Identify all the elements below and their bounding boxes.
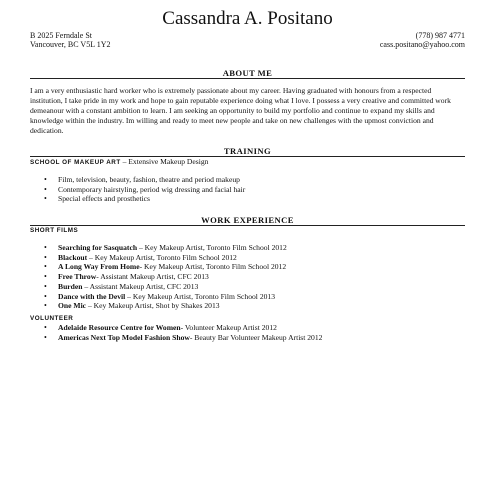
training-school — [30, 157, 208, 167]
film-title: Burden — [58, 281, 83, 291]
volunteer-label: VOLUNTEER — [30, 315, 74, 322]
about-text: I am a very enthusiastic hard worker who is extremely passionate about my career. Having graduated with honours from a respected institution, I take pride in my work and hope to gain reputable experience doing what I love. I possess a very creative and committed work demeanour with a constant ambition to learn. I am seeking an opportunity to build my portfolio and continue to expand my skills and knowledge within the industry. Im willing and ready to meet new people and take on new challenges with the upmost conviction and dedication. — [30, 86, 451, 135]
list-item — [44, 333, 322, 343]
address-line-2: Vancouver, BC V5L 1Y2 — [30, 40, 111, 49]
list-item — [44, 292, 287, 302]
film-detail: – Assistant Makeup Artist, CFC 2013 — [82, 281, 199, 291]
list-item — [44, 262, 287, 272]
film-title: A Long Way From Home — [58, 262, 140, 272]
school-description: – Extensive Makeup Design — [120, 157, 209, 166]
film-detail: – Key Makeup Artist, Toronto Film School 2012 — [87, 252, 237, 262]
address-line-1: B 2025 Ferndale St — [30, 31, 92, 40]
email-address: cass.positano@yahoo.com — [379, 40, 465, 49]
short-films-label: SHORT FILMS — [30, 227, 79, 234]
school-name: SCHOOL OF MAKEUP ART — [30, 159, 121, 166]
list-item — [44, 301, 287, 311]
volunteer-detail: - Volunteer Makeup Artist 2012 — [180, 323, 277, 332]
work-heading: WORK EXPERIENCE — [30, 215, 465, 226]
training-list — [44, 175, 245, 204]
volunteer-title: Adelaide Resource Centre for Women — [58, 323, 181, 332]
phone-number: (778) 987 4771 — [415, 31, 465, 40]
film-title: Free Throw — [58, 272, 97, 282]
film-title: Dance with the Devil — [58, 291, 126, 301]
list-item — [44, 243, 287, 253]
short-films-heading — [30, 226, 78, 235]
list-item — [44, 253, 287, 263]
list-item: • Film, television, beauty, fashion, theatre and period makeup — [44, 175, 245, 185]
volunteer-detail: - Beauty Bar Volunteer Makeup Artist 2012 — [189, 332, 323, 342]
list-item — [44, 272, 287, 282]
film-detail: – Key Makeup Artist, Shot by Shakes 2013 — [86, 301, 220, 311]
list-item: • Contemporary hairstyling, period wig dressing and facial hair — [44, 185, 245, 195]
film-detail: – Key Makeup Artist, Toronto Film School 2013 — [125, 291, 276, 301]
film-detail: - Assistant Makeup Artist, CFC 2013 — [96, 272, 209, 282]
film-detail: – Key Makeup Artist, Toronto Film School 2012 — [137, 243, 287, 252]
film-detail: - Key Makeup Artist, Toronto Film School 2012 — [139, 262, 287, 272]
volunteer-list — [44, 323, 322, 342]
applicant-name: Cassandra A. Positano — [162, 8, 333, 29]
list-item: • Special effects and prosthetics — [44, 194, 245, 204]
film-title: One Mic — [58, 301, 87, 311]
list-item — [44, 282, 287, 292]
film-title: Blackout — [58, 252, 88, 262]
volunteer-heading — [30, 314, 73, 323]
films-list — [44, 243, 287, 311]
film-title: Searching for Sasquatch — [58, 243, 138, 252]
volunteer-title: Americas Next Top Model Fashion Show — [58, 332, 190, 342]
list-item — [44, 323, 322, 333]
about-heading: ABOUT ME — [30, 68, 465, 79]
training-heading: TRAINING — [30, 146, 465, 157]
